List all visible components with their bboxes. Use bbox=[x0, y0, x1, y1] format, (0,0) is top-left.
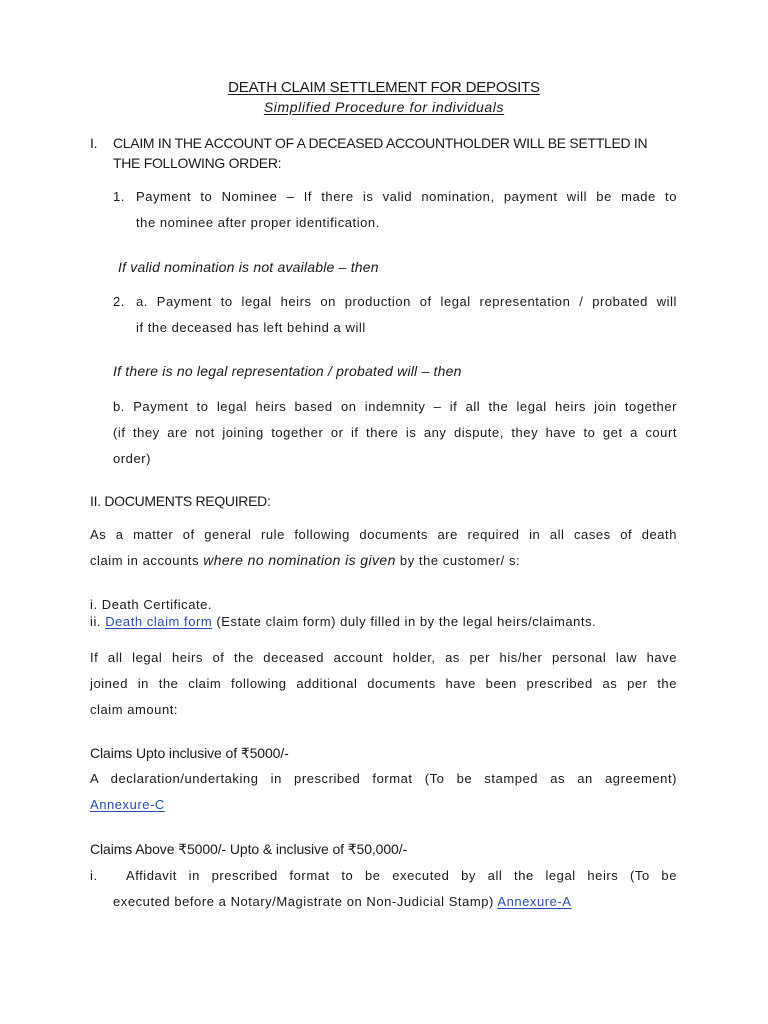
affidavit-number: i. bbox=[90, 868, 98, 883]
document-death-claim-form: ii. Death claim form (Estate claim form) duly filled in by the legal heirs/claimants. bbox=[90, 614, 597, 629]
section1-number: I. bbox=[90, 135, 98, 151]
document-death-certificate: i. Death Certificate. bbox=[90, 597, 213, 612]
claims-upto-5000-line1: A declaration/undertaking in prescribed format (To be stamped as an agreement) bbox=[90, 771, 677, 786]
claims-upto-5000-link-row bbox=[90, 797, 165, 812]
affidavit-line2: executed before a Notary/Magistrate on Non-Judicial Stamp) Annexure-A bbox=[113, 894, 572, 909]
page-title: DEATH CLAIM SETTLEMENT FOR DEPOSITS bbox=[228, 79, 540, 96]
legal-heirs-para-line1: If all legal heirs of the deceased account holder, as per his/her personal law have bbox=[90, 650, 677, 665]
claims-5000-to-50000-heading: Claims Above ₹5000/- Upto & inclusive of ₹50,000/- bbox=[90, 841, 408, 857]
item2a-line1: a. Payment to legal heirs on production of legal representation / probated will bbox=[136, 294, 677, 309]
condition-no-legal-representation: If there is no legal representation / probated will – then bbox=[113, 363, 462, 379]
item1-line2: the nominee after proper identification. bbox=[136, 215, 380, 230]
section2-heading: II. DOCUMENTS REQUIRED: bbox=[90, 493, 271, 509]
legal-heirs-para-line3: claim amount: bbox=[90, 702, 179, 717]
item1-line1: Payment to Nominee – If there is valid nomination, payment will be made to bbox=[136, 189, 677, 204]
section2-intro-line2: claim in accounts where no nomination is given by the customer/ s: bbox=[90, 552, 521, 568]
legal-heirs-para-line2: joined in the claim following additional documents have been prescribed as per the bbox=[90, 676, 677, 691]
affidavit-line1: Affidavit in prescribed format to be executed by all the legal heirs (To be bbox=[126, 868, 677, 883]
item2b-line3: order) bbox=[113, 451, 151, 466]
page-subtitle: Simplified Procedure for individuals bbox=[263, 99, 505, 115]
section1-heading-line2: THE FOLLOWING ORDER: bbox=[113, 155, 282, 171]
no-nomination-emphasis: where no nomination is given bbox=[203, 552, 396, 568]
item2b-line2: (if they are not joining together or if there is any dispute, they have to get a court bbox=[113, 425, 677, 440]
annexure-c-link[interactable]: Annexure-C bbox=[90, 797, 165, 812]
condition-no-nomination: If valid nomination is not available – then bbox=[118, 259, 379, 275]
item2b-line1: b. Payment to legal heirs based on indemnity – if all the legal heirs join together bbox=[113, 399, 677, 414]
item1-number: 1. bbox=[113, 189, 125, 204]
item2-number: 2. bbox=[113, 294, 125, 309]
section1-heading-line1: CLAIM IN THE ACCOUNT OF A DECEASED ACCOUNTHOLDER WILL BE SETTLED IN bbox=[113, 135, 648, 151]
section2-intro-line1: As a matter of general rule following documents are required in all cases of death bbox=[90, 527, 677, 542]
death-claim-form-link[interactable]: Death claim form bbox=[105, 614, 213, 629]
annexure-a-link[interactable]: Annexure-A bbox=[497, 894, 572, 909]
item2a-line2: if the deceased has left behind a will bbox=[136, 320, 366, 335]
claims-upto-5000-heading: Claims Upto inclusive of ₹5000/- bbox=[90, 745, 289, 761]
